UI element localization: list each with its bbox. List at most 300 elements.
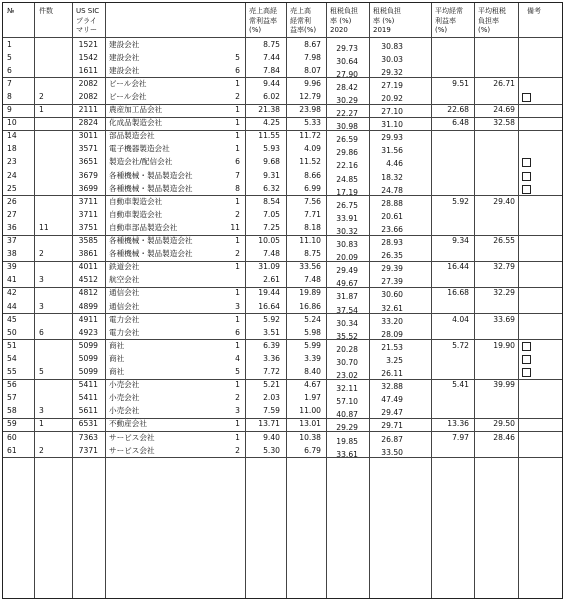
group-avg-margin: 13.36 (447, 419, 469, 429)
row-industry: ビール会社 (109, 91, 147, 101)
row-margin-2020: 5.30 (263, 445, 280, 455)
row-sic: 2824 (78, 118, 98, 128)
row-count: 1 (235, 196, 240, 206)
row-no: 61 (7, 445, 17, 455)
group-count: 3 (39, 275, 44, 285)
row-no: 54 (7, 353, 17, 363)
row-margin-2020: 6.32 (263, 183, 280, 193)
group-avg-tax: 32.79 (493, 262, 515, 272)
row-no: 24 (7, 170, 17, 180)
row-margin-2020: 6.02 (263, 91, 280, 101)
row-sic: 7371 (78, 445, 98, 455)
row-industry: 商社 (109, 367, 125, 376)
row-no: 42 (7, 288, 17, 298)
row-margin-2019: 5.99 (304, 340, 321, 350)
group-avg-tax: 19.90 (493, 340, 515, 350)
group-avg-tax: 29.40 (493, 196, 515, 206)
row-no: 58 (7, 406, 17, 416)
row-tax-2019: 23.66 (381, 224, 403, 234)
row-no: 9 (7, 105, 12, 114)
row-margin-2019: 8.40 (304, 367, 321, 376)
group-avg-tax: 29.50 (493, 419, 515, 429)
row-sic: 2111 (78, 105, 98, 114)
row-tax-2020: 35.52 (336, 331, 358, 341)
row-sic: 1542 (78, 52, 98, 62)
group-count: 6 (39, 327, 44, 337)
row-no: 23 (7, 157, 17, 167)
row-industry: 自動車製造会社 (109, 209, 163, 219)
row-margin-2019: 7.56 (304, 196, 321, 206)
row-tax-2020: 27.90 (336, 69, 358, 79)
group-count: 5 (39, 367, 44, 376)
row-no: 14 (7, 131, 17, 141)
row-count: 2 (235, 209, 240, 219)
row-margin-2019: 33.56 (299, 262, 321, 272)
row-margin-2019: 11.52 (299, 157, 321, 167)
row-no: 57 (7, 393, 17, 403)
row-margin-2020: 7.25 (263, 222, 280, 232)
row-sic: 3751 (78, 222, 98, 232)
row-margin-2019: 16.86 (299, 301, 321, 311)
row-margin-2019: 6.99 (304, 183, 321, 193)
row-tax-2019: 29.93 (381, 133, 403, 143)
row-sic: 5099 (78, 340, 98, 350)
row-tax-2020: 57.10 (336, 397, 358, 407)
row-no: 1 (7, 39, 12, 49)
row-industry: 電力会社 (109, 327, 140, 337)
row-industry: 化成品製造会社 (109, 118, 163, 128)
row-margin-2019: 7.71 (304, 209, 321, 219)
row-no: 26 (7, 196, 17, 206)
row-tax-2019: 29.39 (381, 264, 403, 274)
row-no: 18 (7, 144, 17, 154)
row-industry: サービス会社 (109, 432, 155, 442)
row-margin-2020: 3.51 (263, 327, 280, 337)
row-no: 59 (7, 419, 17, 429)
row-count: 1 (235, 262, 240, 272)
row-margin-2019: 19.89 (299, 288, 321, 298)
row-margin-2020: 6.39 (263, 340, 280, 350)
row-no: 55 (7, 367, 17, 376)
group-avg-margin: 4.04 (452, 314, 469, 324)
row-tax-2019: 26.35 (381, 251, 403, 261)
row-no: 6 (7, 65, 12, 75)
row-industry: 商社 (109, 340, 125, 350)
row-tax-2019: 29.47 (381, 408, 403, 418)
column-divider (431, 3, 432, 598)
row-margin-2020: 7.48 (263, 249, 280, 259)
row-margin-2020: 5.21 (263, 380, 280, 390)
row-margin-2019: 4.09 (304, 144, 321, 154)
group-avg-tax: 39.99 (493, 380, 515, 390)
row-count: 2 (235, 445, 240, 455)
row-margin-2019: 7.98 (304, 52, 321, 62)
group-avg-margin: 9.34 (452, 236, 469, 245)
row-margin-2020: 3.36 (263, 353, 280, 363)
row-industry: 建設会社 (109, 52, 140, 62)
row-tax-2019: 21.53 (381, 342, 403, 352)
header-sic: US SIC プライ マリー (76, 7, 100, 34)
row-tax-2019: 29.71 (381, 421, 403, 431)
row-margin-2020: 9.31 (263, 170, 280, 180)
row-margin-2020: 19.44 (258, 288, 280, 298)
row-tax-2019: 26.11 (381, 369, 403, 378)
row-no: 56 (7, 380, 17, 390)
row-count: 3 (235, 406, 240, 416)
column-divider (518, 3, 519, 598)
row-tax-2020: 20.09 (336, 253, 358, 263)
header-margin-2019: 売上高 経常利 益率(%) (290, 7, 317, 34)
group-avg-margin: 5.72 (452, 340, 469, 350)
row-sic: 5411 (78, 393, 98, 403)
row-industry: 各種機械・製品製造会社 (109, 183, 193, 193)
row-margin-2020: 9.44 (263, 78, 280, 88)
row-tax-2020: 26.59 (336, 135, 358, 145)
row-count: 1 (235, 105, 240, 114)
group-avg-tax: 28.46 (493, 432, 515, 442)
row-industry: 不動産会社 (109, 419, 147, 429)
row-tax-2020: 24.85 (336, 174, 358, 184)
row-count: 1 (235, 340, 240, 350)
row-tax-2019: 29.32 (381, 67, 403, 77)
group-avg-margin: 16.68 (447, 288, 469, 298)
row-sic: 3651 (78, 157, 98, 167)
row-tax-2019: 4.46 (386, 159, 403, 169)
header-no: № (7, 7, 15, 15)
row-industry: 電力会社 (109, 314, 140, 324)
row-margin-2019: 5.98 (304, 327, 321, 337)
row-count: 1 (235, 236, 240, 245)
row-sic: 6531 (78, 419, 98, 429)
row-industry: 航空会社 (109, 275, 140, 285)
row-count: 1 (235, 118, 240, 128)
row-count: 1 (235, 288, 240, 298)
row-tax-2020: 33.61 (336, 449, 358, 459)
row-count: 1 (235, 131, 240, 141)
row-sic: 3679 (78, 170, 98, 180)
row-no: 8 (7, 91, 12, 101)
row-margin-2019: 4.67 (304, 380, 321, 390)
remark-checkbox[interactable] (522, 355, 531, 364)
row-sic: 4512 (78, 275, 98, 285)
row-margin-2019: 11.00 (299, 406, 321, 416)
row-sic: 5099 (78, 353, 98, 363)
row-sic: 7363 (78, 432, 98, 442)
row-margin-2020: 5.92 (263, 314, 280, 324)
row-count: 2 (235, 249, 240, 259)
row-sic: 3585 (78, 236, 98, 245)
row-industry: ビール会社 (109, 78, 147, 88)
header-margin-2020: 売上高経 常利益率 (%) (249, 7, 277, 34)
row-margin-2019: 1.97 (304, 393, 321, 403)
row-margin-2019: 11.10 (299, 236, 321, 245)
row-count: 5 (235, 52, 240, 62)
row-margin-2020: 7.84 (263, 65, 280, 75)
group-count: 2 (39, 91, 44, 101)
row-tax-2020: 30.29 (336, 95, 358, 105)
row-sic: 4899 (78, 301, 98, 311)
row-tax-2019: 30.60 (381, 290, 403, 300)
row-tax-2020: 30.83 (336, 240, 358, 249)
row-tax-2020: 30.70 (336, 357, 358, 367)
row-tax-2019: 24.78 (381, 185, 403, 195)
row-sic: 5099 (78, 367, 98, 376)
header-remarks: 備考 (527, 7, 541, 15)
group-avg-tax: 26.71 (493, 78, 515, 88)
row-margin-2019: 3.39 (304, 353, 321, 363)
group-avg-margin: 22.68 (447, 105, 469, 114)
row-sic: 1521 (78, 39, 98, 49)
row-tax-2019: 47.49 (381, 395, 403, 405)
row-margin-2020: 11.55 (258, 131, 280, 141)
row-tax-2020: 17.19 (336, 187, 358, 197)
row-no: 45 (7, 314, 17, 324)
row-sic: 2082 (78, 91, 98, 101)
row-count: 5 (235, 367, 240, 376)
header-count: 件数 (39, 7, 53, 15)
group-avg-margin: 7.97 (452, 432, 469, 442)
row-count: 1 (235, 144, 240, 154)
row-tax-2020: 20.28 (336, 344, 358, 354)
row-margin-2020: 4.25 (263, 118, 280, 128)
row-industry: 商社 (109, 353, 125, 363)
group-count: 3 (39, 301, 44, 311)
remark-checkbox[interactable] (522, 172, 531, 181)
row-sic: 1611 (78, 65, 98, 75)
row-sic: 4011 (78, 262, 98, 272)
row-sic: 4923 (78, 327, 98, 337)
row-sic: 3711 (78, 196, 98, 206)
row-count: 4 (235, 353, 240, 363)
row-margin-2019: 13.01 (299, 419, 321, 429)
row-tax-2019: 30.83 (381, 41, 403, 51)
row-sic: 5411 (78, 380, 98, 390)
row-tax-2019: 33.50 (381, 447, 403, 457)
row-no: 50 (7, 327, 17, 337)
tax-burden-table (2, 2, 563, 599)
row-margin-2020: 16.64 (258, 301, 280, 311)
row-count: 8 (235, 183, 240, 193)
group-count: 11 (39, 222, 49, 232)
row-margin-2020: 13.71 (258, 419, 280, 429)
row-industry: 鉄道会社 (109, 262, 140, 272)
row-no: 37 (7, 236, 17, 245)
row-sic: 5611 (78, 406, 98, 416)
group-count: 2 (39, 445, 44, 455)
row-count: 11 (230, 222, 240, 232)
column-divider (34, 3, 35, 598)
row-no: 60 (7, 432, 17, 442)
row-sic: 3011 (78, 131, 98, 141)
row-tax-2020: 23.02 (336, 371, 358, 380)
group-avg-margin: 16.44 (447, 262, 469, 272)
group-avg-tax: 33.69 (493, 314, 515, 324)
row-margin-2019: 5.24 (304, 314, 321, 324)
row-tax-2019: 31.56 (381, 146, 403, 156)
row-margin-2019: 8.66 (304, 170, 321, 180)
row-industry: 小売会社 (109, 406, 140, 416)
row-count: 6 (235, 157, 240, 167)
row-count: 1 (235, 314, 240, 324)
row-no: 10 (7, 118, 17, 128)
row-industry: 自動車部品製造会社 (109, 222, 178, 232)
row-industry: 部品製造会社 (109, 131, 155, 141)
row-margin-2020: 7.59 (263, 406, 280, 416)
row-count: 6 (235, 65, 240, 75)
group-avg-margin: 5.41 (452, 380, 469, 390)
row-margin-2019: 11.72 (299, 131, 321, 141)
row-margin-2019: 23.98 (299, 105, 321, 114)
row-margin-2019: 5.33 (304, 118, 321, 128)
row-margin-2019: 10.38 (299, 432, 321, 442)
row-margin-2019: 8.07 (304, 65, 321, 75)
row-sic: 2082 (78, 78, 98, 88)
row-count: 1 (235, 78, 240, 88)
row-margin-2020: 5.93 (263, 144, 280, 154)
row-industry: 農産加工品会社 (109, 105, 163, 114)
row-margin-2020: 8.75 (263, 39, 280, 49)
row-industry: 自動車製造会社 (109, 196, 163, 206)
row-industry: 電子機器製造会社 (109, 144, 170, 154)
row-tax-2019: 28.09 (381, 329, 403, 339)
row-margin-2019: 9.96 (304, 78, 321, 88)
row-margin-2020: 7.05 (263, 209, 280, 219)
row-tax-2019: 27.39 (381, 277, 403, 287)
row-sic: 3861 (78, 249, 98, 259)
header-avg-tax: 平均租税 負担率 (%) (478, 7, 506, 34)
row-margin-2020: 31.09 (258, 262, 280, 272)
row-count: 7 (235, 170, 240, 180)
row-industry: サービス会社 (109, 445, 155, 455)
row-tax-2020: 30.64 (336, 56, 358, 66)
row-no: 7 (7, 78, 12, 88)
group-avg-tax: 24.69 (493, 105, 515, 114)
remark-checkbox[interactable] (522, 158, 531, 167)
row-no: 36 (7, 222, 17, 232)
row-margin-2020: 2.03 (263, 393, 280, 403)
row-tax-2020: 37.54 (336, 305, 358, 315)
row-tax-2019: 31.10 (381, 120, 403, 130)
row-industry: 小売会社 (109, 380, 140, 390)
row-tax-2019: 27.10 (381, 107, 403, 116)
row-sic: 4911 (78, 314, 98, 324)
row-margin-2019: 6.79 (304, 445, 321, 455)
group-avg-tax: 26.55 (493, 236, 515, 245)
row-tax-2019: 28.88 (381, 198, 403, 208)
row-industry: 各種機械・製品製造会社 (109, 249, 193, 259)
header-avg-margin: 平均経常 利益率 (%) (435, 7, 463, 34)
row-margin-2019: 8.67 (304, 39, 321, 49)
group-count: 1 (39, 105, 44, 114)
row-tax-2019: 26.87 (381, 434, 403, 444)
group-count: 3 (39, 406, 44, 416)
row-no: 41 (7, 275, 17, 285)
group-avg-margin: 9.51 (452, 78, 469, 88)
row-margin-2019: 12.79 (299, 91, 321, 101)
column-divider (245, 3, 246, 598)
row-margin-2020: 7.72 (263, 367, 280, 376)
column-divider (369, 3, 370, 598)
remark-checkbox[interactable] (522, 368, 531, 377)
row-tax-2020: 26.75 (336, 200, 358, 210)
group-count: 2 (39, 249, 44, 259)
remark-checkbox[interactable] (522, 342, 531, 351)
row-tax-2020: 32.11 (336, 384, 358, 394)
row-count: 1 (235, 419, 240, 429)
row-no: 39 (7, 262, 17, 272)
row-industry: 建設会社 (109, 39, 140, 49)
row-tax-2019: 28.93 (381, 238, 403, 247)
row-margin-2020: 10.05 (258, 236, 280, 245)
row-count: 2 (235, 91, 240, 101)
row-tax-2019: 20.61 (381, 211, 403, 221)
row-tax-2019: 20.92 (381, 93, 403, 103)
group-count: 1 (39, 419, 44, 429)
row-tax-2019: 32.61 (381, 303, 403, 313)
row-tax-2020: 29.49 (336, 266, 358, 276)
row-margin-2020: 9.40 (263, 432, 280, 442)
row-industry: 製造会社/配信会社 (109, 157, 173, 167)
group-divider (3, 457, 562, 458)
row-margin-2020: 9.68 (263, 157, 280, 167)
row-tax-2019: 33.20 (381, 316, 403, 326)
row-margin-2020: 8.54 (263, 196, 280, 206)
header-divider (3, 37, 562, 38)
row-tax-2020: 29.86 (336, 148, 358, 158)
header-tax-2020: 租税負担 率 (%) 2020 (330, 7, 358, 34)
row-tax-2019: 27.19 (381, 80, 403, 90)
group-avg-tax: 32.29 (493, 288, 515, 298)
row-no: 38 (7, 249, 17, 259)
row-tax-2020: 30.34 (336, 318, 358, 328)
row-count: 2 (235, 393, 240, 403)
column-divider (105, 3, 106, 598)
row-industry: 通信会社 (109, 288, 140, 298)
row-margin-2020: 7.44 (263, 52, 280, 62)
remark-checkbox[interactable] (522, 185, 531, 194)
group-avg-tax: 32.58 (493, 118, 515, 128)
row-tax-2020: 30.98 (336, 122, 358, 132)
row-industry: 小売会社 (109, 393, 140, 403)
row-tax-2019: 3.25 (386, 355, 403, 365)
row-tax-2020: 28.42 (336, 82, 358, 92)
row-tax-2020: 29.73 (336, 43, 358, 53)
group-avg-margin: 6.48 (452, 118, 469, 128)
row-count: 3 (235, 301, 240, 311)
row-tax-2020: 49.67 (336, 279, 358, 289)
row-margin-2019: 7.48 (304, 275, 321, 285)
row-industry: 通信会社 (109, 301, 140, 311)
row-no: 25 (7, 183, 17, 193)
row-tax-2020: 22.16 (336, 161, 358, 171)
row-no: 27 (7, 209, 17, 219)
group-avg-margin: 5.92 (452, 196, 469, 206)
row-industry: 建設会社 (109, 65, 140, 75)
row-sic: 4812 (78, 288, 98, 298)
row-tax-2020: 33.91 (336, 213, 358, 223)
column-divider (474, 3, 475, 598)
header-tax-2019: 租税負担 率 (%) 2019 (373, 7, 401, 34)
row-tax-2020: 19.85 (336, 436, 358, 446)
remark-checkbox[interactable] (522, 93, 531, 102)
column-divider (286, 3, 287, 598)
row-industry: 各種機械・製品製造会社 (109, 236, 193, 245)
row-margin-2019: 8.75 (304, 249, 321, 259)
row-no: 51 (7, 340, 17, 350)
row-tax-2019: 32.88 (381, 382, 403, 392)
row-tax-2019: 30.03 (381, 54, 403, 64)
row-count: 1 (235, 432, 240, 442)
